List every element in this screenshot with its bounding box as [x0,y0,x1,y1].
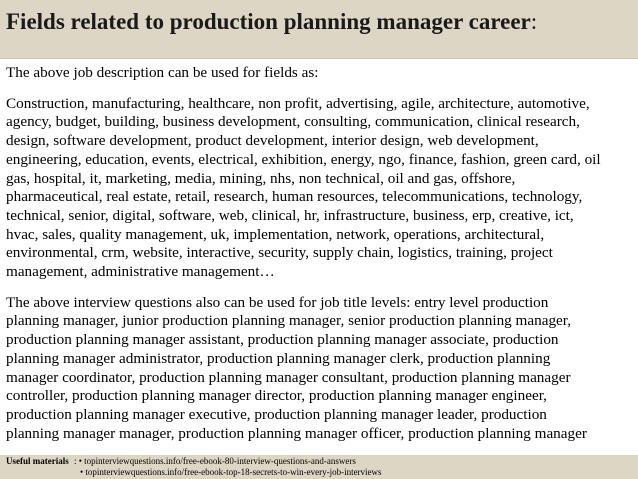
fields-line: agency, budget, building, business development, consulting, communication, clinical research, [6,113,580,131]
fields-line: pharmaceutical, real estate, retail, research, human resources, telecommunications, technology, [6,188,583,206]
intro-text: The above job description can be used for fields as: [6,64,319,81]
levels-line: The above interview questions also can be used for job title levels: entry level production [6,293,549,311]
levels-line: production planning manager assistant, production planning manager associate, production [6,331,559,349]
fields-line: management, administrative management… [6,263,275,281]
slide-title [6,8,537,36]
slide-title-text: Fields related to production planning manager career [6,9,531,34]
slide-footer [0,455,638,479]
footer-link[interactable]: : • topinterviewquestions.info/free-ebook-80-interview-questions-and-answers [74,456,356,466]
fields-line: hvac, sales, quality management, uk, implementation, network, operations, architectural, [6,225,545,243]
slide-title-colon: : [530,9,538,34]
footer-links [74,456,382,477]
levels-line: planning manager, junior production planning manager, senior production planning manager, [6,312,572,330]
fields-line: Construction, manufacturing, healthcare, non profit, advertising, agile, architecture, automotive, [6,94,590,112]
levels-line: planning manager administrator, production planning manager clerk, production planning [6,349,551,367]
fields-line: technical, senior, digital, software, web, clinical, hr, infrastructure, business, erp, creative, ict, [6,206,574,224]
fields-line: design, software development, product development, interior design, web development, [6,132,539,150]
fields-line: environmental, crm, website, interactive, security, supply chain, logistics, training, project [6,244,553,262]
slide-header [0,0,638,59]
footer-label: Useful materials [6,456,69,466]
slide-body [6,64,634,443]
levels-line: controller, production planning manager director, production planning manager engineer, [6,387,547,405]
footer-link[interactable]: • topinterviewquestions.info/free-ebook-top-18-secrets-to-win-every-job-interviews [80,466,382,477]
fields-line: gas, hospital, it, marketing, media, mining, nhs, non technical, oil and gas, offshore, [6,169,516,187]
levels-line: production planning manager executive, production planning manager leader, production [6,405,547,423]
levels-line: manager coordinator, production planning manager consultant, production planning manager [6,368,571,386]
levels-paragraph [6,294,634,444]
fields-paragraph [6,95,634,282]
levels-line: planning manager manager, production planning manager officer, production planning manager [6,424,587,442]
fields-line: engineering, education, events, electrical, exhibition, energy, ngo, finance, fashion, green card, oil [6,150,601,168]
